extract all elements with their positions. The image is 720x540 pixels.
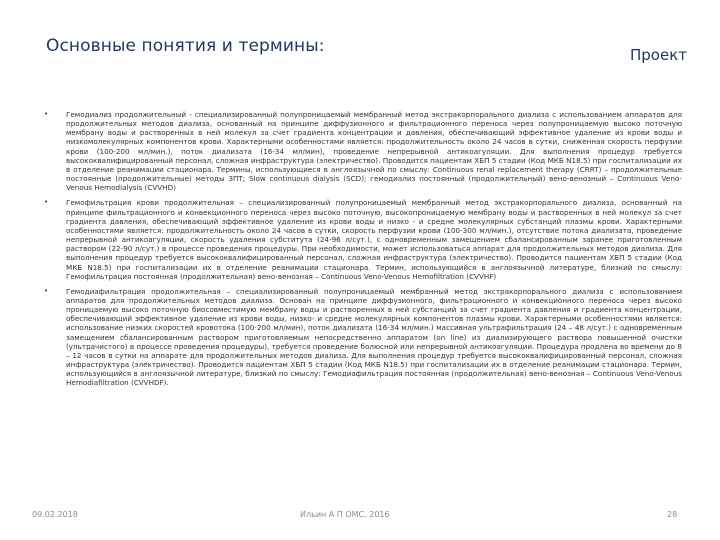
bullet-icon: • [44,198,49,207]
bullet-icon: • [44,286,49,295]
bullet-list [44,110,682,394]
list-item-text: Гемофильтрация крови продолжительная – специализированный полупроницаемый мембранный метод экстракорпорального диализа, основанный на принципе фильтрационного и конвекционного переноса через высоко поточную, высокопроницаемую мембрану воды и растворенных в ней молекул за счет градиента давления, обеспечивающий эффективное удаление из крови воды и низко - и средне молекулярных субстанций плазмы крови. Характерными особенностями является: продолжительность около 24 часов в сутки, скорость перфузии крови (100-300 мл/мин.), отсутствие потока диализата, проведение непрерывной антикоагуляции, скорость удаления субститута (24-96 л/сут.), с одновременным замещением сбалансированным заранее приготовленным раствором (22-90 л/сут.) в процессе проведения процедуры. При необходимости, может использоваться аппарат для продолжительных методов диализа. Для выполнения процедур требуется высококвалифицированный персонал, сложная инфраструктура (электричество). Проводится пациентам ХБП 5 стадии (Код МКБ N18.5) при госпитализации их в отделение реанимации стационара. Термин, использующийся в англоязычной литературе, близкий по смыслу: Гемофильтрация постоянная (продолжительная) вено-венозная – Continuous Veno-Venous Hemofiltration (CVVHF) [66,198,682,281]
list-item-text: Гемодиализ продолжительный - специализированный полупроницаемый мембранный метод экстракорпорального диализа с использованием аппаратов для продолжительных методов диализа, основанный на принципе диффузионного и фильтрационного переноса через полупроницаемую высоко поточную мембрану воды и растворенных в ней молекул за счет градиента концентрации и давления, обеспечивающий эффективное удаление из крови воды и низкомолекулярных компонентов крови. Характерными особенностями является: продолжительность около 24 часов в сутки, сниженная скорость перфузии крови (100-200 мл/мин.), поток диализата (16-34 мл/мин), проведение непрерывной антикоагуляции. Для выполнения процедур требуется высококвалифицированный персонал, сложная инфраструктура (электричество). Проводится пациентам ХБП 5 стадии (Код МКБ N18.5) при госпитализации их в отделение реанимации стационара. Термины, использующиеся в англоязычной по смыслу: Continuous renal replacement therapy (CRRT) – продолжительные постоянные (продолжительные) методы ЗПТ; Slow continuous dialysis (SCD); гемодиализ постоянный (продолжительный) вено-венозный – Continuous Veno-Venous Hemodialysis (CVVHD) [66,110,682,193]
list-item [44,287,682,388]
list-item [44,198,682,280]
page-number: 28 [667,510,678,519]
list-item [44,110,682,192]
footer-author: Ильин А П ОМС, 2016 [300,510,390,519]
footer-date: 09.02.2018 [32,510,78,519]
slide-title: Основные понятия и термины: [46,36,325,56]
bullet-icon: • [44,110,49,118]
list-item-text: Гемодиафильтрация продолжительная – специализированный полупроницаемый мембранный метод экстракорпорального диализа с использованием аппаратов для продолжительных методов диализа. Основан на принципе диффузионного, фильтрационного и конвекционного переноса через высоко проницаемую высоко поточную биосовместимую мембрану воды и растворенных в ней субстанций за счет градиента давления и градиента концентрации, обеспечивающий эффективное удаление из крови воды, низко- и средне молекулярных компонентов плазмы крови. Характерными особенностями является: использование низких скоростей кровотока (100-200 мл/мин), поток диализата (16-34 мл/мин.) массивная ультрафильтрация (24 – 48 л/сут.) с одновременным замещением сбалансированным раствором приготовляемым непосредственно аппаратом (on line) из диализирующего раствора повышенной очистки (ультрачистого) в процессе проведения процедуры), требуется проведение болюсной или непрерывной антикоагуляции. Процедура продлена во времени до 8 – 12 часов в сутки на аппарате для продолжительных методов диализа. Для выполнения процедур требуется высококвалифицированный персонал, сложная инфраструктура (электричество). Проводится пациентам ХБП 5 стадии (Код МКБ N18.5) при госпитализации их в отделение реанимации стационара. Термин, использующийся в англоязычной литературе, близкий по смыслу: Гемодиафильтрация постоянная (продолжительная) вено-венозная – Continuous Veno-Venous Hemodiafiltration (CVVHDF). [66,286,682,388]
project-badge: Проект [630,46,688,64]
